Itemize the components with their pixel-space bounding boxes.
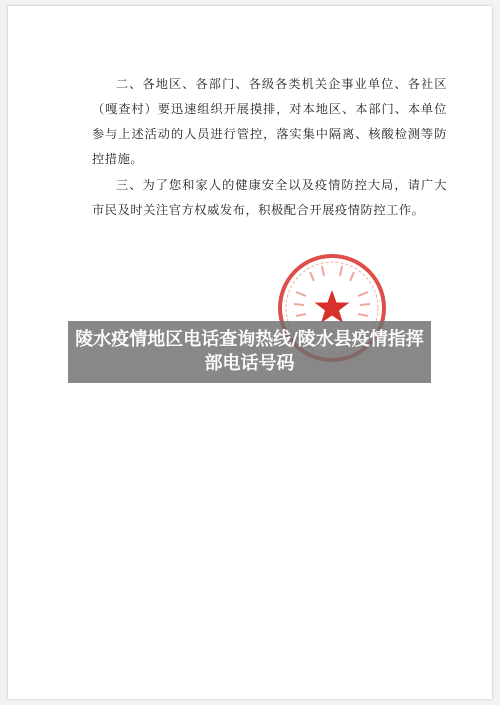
title-banner [68, 321, 431, 383]
document-paragraph-2: 二、各地区、各部门、各级各类机关企事业单位、各社区（嘎查村）要迅速组织开展摸排，对本地区、本部门、本单位参与上述活动的人员进行管控，落实集中隔离、核酸检测等防控措施。 [92, 77, 447, 166]
banner-title: 陵水疫情地区电话查询热线/陵水县疫情指挥部电话号码 [75, 329, 424, 374]
document-paragraph-3: 三、为了您和家人的健康安全以及疫情防控大局，请广大市民及时关注官方权威发布，积极配合开展疫情防控工作。 [92, 178, 447, 217]
star-icon [315, 290, 350, 323]
